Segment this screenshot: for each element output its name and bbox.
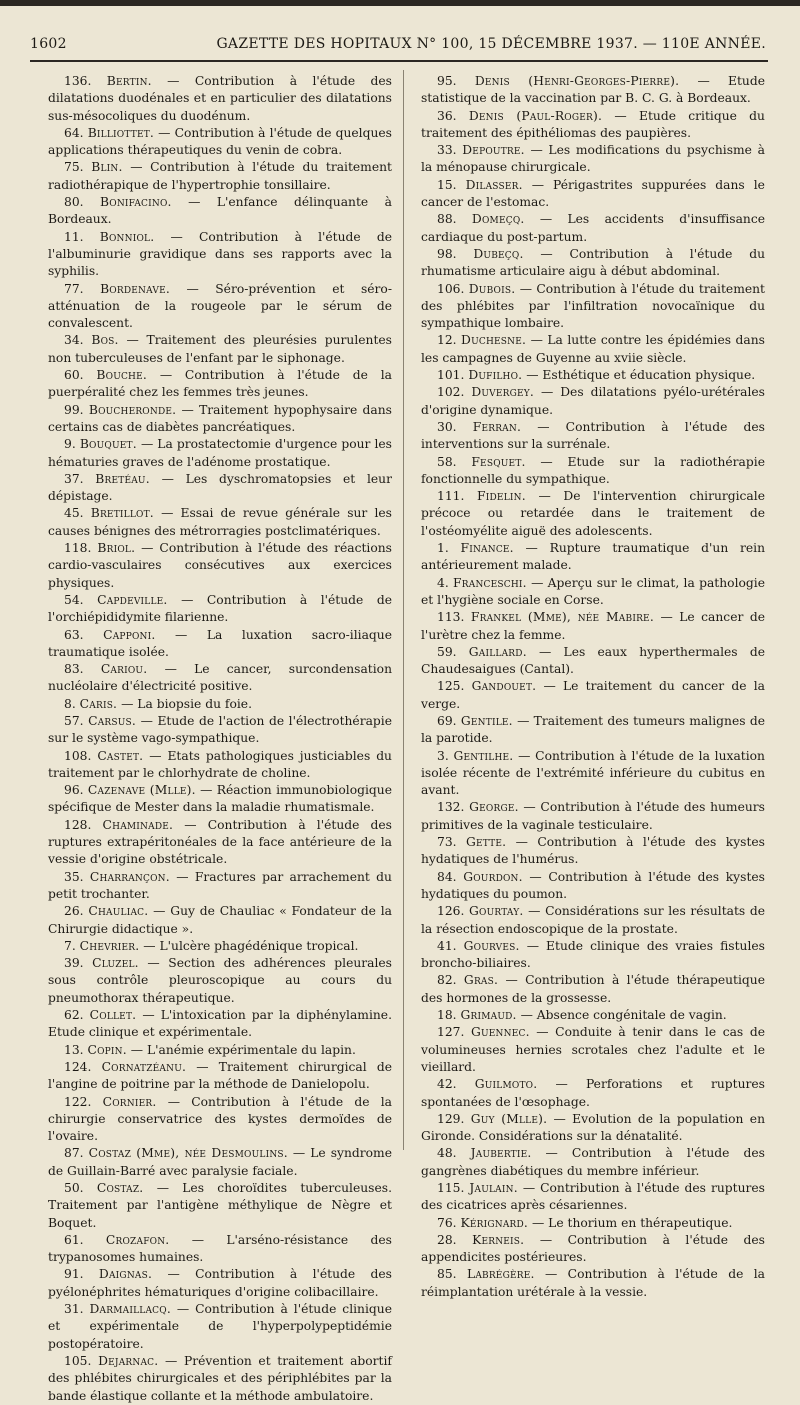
entry-title: — Contribution à l'étude de la réimplantation urétérale à la vessie. (421, 1267, 765, 1299)
thesis-entry (48, 782, 392, 817)
thesis-entry (421, 938, 765, 973)
entry-author: Dubois. (468, 281, 516, 296)
thesis-entry (48, 1145, 392, 1180)
entry-author: Dubeçq. (473, 246, 524, 261)
thesis-entry (48, 125, 392, 160)
thesis-entry (48, 1042, 392, 1059)
entry-author: Bretéau. (95, 471, 150, 486)
entry-title: — Prévention et traitement abortif des phlébites chirurgicales et des périphlébites par la bande élastique collante et la méthode ambulatoire. (48, 1353, 392, 1403)
thesis-entry (48, 281, 392, 333)
entry-title: — L'ulcère phagédénique tropical. (143, 938, 359, 953)
thesis-entry (421, 108, 765, 143)
entry-author: Dejarnac. (98, 1353, 159, 1368)
entry-number: 95. (437, 74, 457, 88)
entry-number: 11. (64, 229, 84, 244)
thesis-entry (421, 644, 765, 679)
thesis-entry (48, 903, 392, 938)
entry-number: 26. (64, 904, 84, 919)
entry-title: — Contribution à l'étude de l'orchiépididymite filarienne. (48, 592, 392, 625)
thesis-entry (421, 834, 765, 869)
page-number: 1602 (30, 36, 67, 52)
entry-title: — Etude de l'action de l'électrothérapie sur le système vago-sympathique. (48, 713, 392, 746)
entry-author: Collet. (89, 1008, 137, 1023)
thesis-entry (421, 73, 765, 108)
entry-author: Kerneis. (472, 1232, 525, 1247)
entry-number: 33. (437, 143, 457, 158)
entry-author: Gourtay. (469, 904, 524, 919)
entry-author: Cornier. (102, 1094, 157, 1109)
entry-title: — L'enfance délinquante à Bordeaux. (48, 195, 392, 227)
thesis-entry (421, 142, 765, 177)
entry-number: 83. (64, 662, 84, 677)
thesis-entry (48, 696, 392, 713)
entry-title: — Fractures par arrachement du petit trochanter. (48, 869, 392, 901)
thesis-entry (48, 1180, 392, 1232)
entry-author: Gourdon. (463, 869, 523, 884)
thesis-entry (48, 367, 392, 402)
entry-title: — De l'intervention chirurgicale précoce ou retardée dans le traitement de l'ostéomyélite aiguë des adolescents. (421, 489, 765, 538)
entry-number: 80. (64, 195, 84, 210)
entry-number: 30. (437, 419, 457, 434)
thesis-entry (48, 1232, 392, 1267)
entry-author: Costaz (Mme), née Desmoulins. (88, 1146, 288, 1161)
entry-title: — Séro-prévention et séro-atténuation de la rougeole par le sérum de convalescent. (48, 281, 392, 331)
entry-number: 76. (437, 1215, 457, 1230)
entry-author: Fidelin. (477, 489, 526, 504)
entry-number: 128. (64, 817, 92, 832)
thesis-entry (421, 281, 765, 333)
thesis-entry (48, 1059, 392, 1094)
entry-title: — Contribution à l'étude des ruptures extrapéritonéales de la face antérieure de la vessie d'origine obstétricale. (48, 817, 392, 867)
entry-number: 61. (64, 1232, 84, 1247)
entry-author: Charrançon. (89, 869, 170, 884)
entry-number: 75. (64, 160, 84, 175)
entry-title: — Evolution de la population en Gironde. Considérations sur la dénatalité. (421, 1111, 765, 1144)
right-column (421, 73, 765, 1301)
entry-number: 35. (64, 869, 84, 884)
thesis-entry (421, 609, 765, 644)
entry-author: Finance. (460, 541, 514, 556)
entry-number: 132. (437, 800, 465, 815)
entry-author: Guilmoto. (474, 1077, 538, 1092)
thesis-entry (48, 627, 392, 662)
entry-title: — Contribution à l'étude des kystes hydatiques du poumon. (421, 869, 765, 901)
thesis-entry (421, 1111, 765, 1146)
thesis-entry (421, 332, 765, 367)
thesis-entry (48, 1094, 392, 1146)
entry-number: 77. (64, 281, 84, 296)
entry-title: — Le cancer de l'urètre chez la femme. (421, 610, 765, 642)
entry-title: — Etude statistique de la vaccination par B. C. G. à Bordeaux. (421, 74, 765, 106)
thesis-entry (421, 748, 765, 800)
thesis-entry (421, 211, 765, 246)
thesis-entry (421, 246, 765, 281)
thesis-entry (48, 194, 392, 229)
thesis-entry (421, 454, 765, 489)
entry-author: Bos. (91, 333, 119, 348)
entry-author: Capdeville. (97, 592, 168, 607)
entry-number: 59. (437, 644, 457, 659)
entry-number: 73. (437, 835, 457, 850)
entry-author: Duvergey. (471, 385, 535, 400)
entry-title: — Contribution à l'étude des humeurs primitives de la vaginale testiculaire. (421, 800, 765, 832)
entry-title: — Perforations et ruptures spontanées de l'œsophage. (421, 1077, 765, 1109)
entry-number: 3. (437, 748, 449, 763)
entry-author: Dilasser. (465, 177, 523, 192)
thesis-entry (48, 1007, 392, 1042)
entry-number: 63. (64, 627, 84, 642)
entry-title: — La lutte contre les épidémies dans les campagnes de Guyenne au xviie siècle. (421, 333, 765, 365)
entry-number: 85. (437, 1267, 457, 1282)
thesis-entry (421, 972, 765, 1007)
thesis-entry (48, 73, 392, 125)
entry-title: — Esthétique et éducation physique. (526, 368, 756, 383)
entry-title: — Guy de Chauliac « Fondateur de la Chirurgie didactique ». (48, 904, 392, 936)
entry-title: — Contribution à l'étude clinique et expérimentale de l'hyperpolypeptidémie postopératoire. (48, 1302, 392, 1351)
thesis-entry (48, 229, 392, 281)
entry-title: — Contribution à l'étude des réactions cardio-vasculaires consécutives aux exercices physiques. (48, 541, 392, 590)
entry-title: — Etude critique du traitement des épithéliomas des paupières. (421, 108, 765, 140)
entry-number: 57. (64, 713, 84, 728)
entry-author: Cornatzéanu. (101, 1059, 187, 1074)
entry-title: — Le cancer, surcondensation nucléolaire d'électricité positive. (48, 662, 392, 694)
entry-title: — Contribution à l'étude de l'albuminurie gravidique dans ses rapports avec la syphilis. (48, 229, 392, 279)
entry-title: — Les accidents d'insuffisance cardiaque du post-partum. (421, 212, 765, 244)
thesis-entry (421, 1145, 765, 1180)
top-border (0, 0, 800, 6)
entry-title: — Contribution à l'étude des appendicites postérieures. (421, 1232, 765, 1265)
thesis-entry (421, 488, 765, 540)
entry-author: Labrégère. (466, 1267, 535, 1282)
entry-number: 115. (437, 1181, 465, 1195)
entry-author: Chauliac. (88, 904, 149, 919)
entry-number: 122. (64, 1094, 92, 1109)
entry-number: 126. (437, 904, 465, 919)
entry-title: — Traitement des pleurésies purulentes non tuberculeuses de l'enfant par le siphonage. (48, 333, 392, 365)
thesis-entry (421, 1024, 765, 1076)
running-title: GAZETTE DES HOPITAUX N° 100, 15 DÉCEMBRE 1937. — 110E ANNÉE. (216, 36, 766, 52)
entry-author: Caris. (79, 696, 118, 711)
thesis-entry (421, 713, 765, 748)
entry-author: Bordenave. (100, 281, 170, 296)
thesis-entry (48, 540, 392, 592)
entry-author: Guennec. (470, 1025, 530, 1040)
entry-number: 60. (64, 368, 84, 383)
thesis-entry (48, 713, 392, 748)
entry-number: 39. (64, 956, 84, 971)
entry-number: 12. (437, 333, 457, 348)
entry-title: — Etude sur la radiothérapie fonctionnelle du sympathique. (421, 454, 765, 486)
entry-author: Billiottet. (87, 125, 155, 140)
entry-author: Kérignard. (460, 1215, 529, 1230)
thesis-entry (421, 1215, 765, 1232)
thesis-entry (48, 938, 392, 955)
entry-number: 82. (437, 973, 457, 988)
entry-author: Gentilhe. (453, 748, 514, 763)
entry-number: 15. (437, 177, 457, 192)
entry-author: Denis (Henri-Georges-Pierre). (474, 74, 680, 88)
entry-title: — Les dyschromatopsies et leur dépistage. (48, 471, 392, 504)
entry-number: 13. (64, 1042, 84, 1057)
entry-author: Daignas. (98, 1267, 153, 1282)
entry-title: — Les modifications du psychisme à la ménopause chirurgicale. (421, 143, 765, 175)
entry-title: — Contribution à l'étude de la puerpéralité chez les femmes très jeunes. (48, 368, 392, 400)
entry-author: George. (469, 800, 519, 815)
entry-author: Gentile. (460, 713, 513, 728)
entry-author: Cariou. (100, 662, 148, 677)
page-header (30, 36, 766, 58)
entry-author: Bonniol. (99, 229, 155, 244)
thesis-entry (48, 592, 392, 627)
entry-author: Gandouet. (471, 679, 537, 694)
entry-title: — Les choroïdites tuberculeuses. Traitement par l'antigène méthylique de Nègre et Boquet. (48, 1181, 392, 1230)
entry-author: Dufilho. (468, 368, 523, 383)
entry-title: — Contribution à l'étude des ruptures des cicatrices après césariennes. (421, 1181, 765, 1213)
entry-author: Denis (Paul-Roger). (468, 108, 603, 123)
entry-number: 136. (64, 74, 92, 88)
entry-author: Jaulain. (469, 1181, 518, 1195)
entry-number: 42. (437, 1077, 457, 1092)
entry-title: — Contribution à l'étude de la luxation isolée récente de l'extrémité inférieure du cubitus en avant. (421, 748, 765, 798)
entry-author: Carsus. (88, 713, 137, 728)
thesis-entry (421, 869, 765, 904)
thesis-entry (421, 575, 765, 610)
entry-number: 28. (437, 1232, 457, 1247)
entry-number: 9. (64, 437, 76, 452)
entry-number: 64. (64, 125, 84, 140)
entry-number: 4. (437, 575, 449, 590)
entry-title: — Contribution à l'étude de quelques applications thérapeutiques du venin de cobra. (48, 125, 392, 158)
entry-author: Frankel (Mme), née Mabire. (470, 610, 654, 625)
header-rule (30, 60, 768, 62)
entry-number: 101. (437, 368, 465, 383)
entry-author: Cluzel. (92, 956, 139, 971)
entry-title: — Le syndrome de Guillain-Barré avec paralysie faciale. (48, 1146, 392, 1178)
entry-number: 36. (437, 108, 457, 123)
entry-title: — Contribution à l'étude des interventions sur la surrénale. (421, 419, 765, 452)
entry-author: Castet. (97, 748, 144, 763)
thesis-entry (48, 1301, 392, 1353)
entry-author: Bouche. (96, 368, 147, 383)
entry-author: Costaz. (96, 1181, 144, 1195)
entry-number: 54. (64, 592, 84, 607)
thesis-entry (421, 1266, 765, 1301)
thesis-entry (48, 869, 392, 904)
entry-title: — Réaction immunobiologique spécifique de Mester dans la maladie rhumatismale. (48, 783, 392, 815)
entry-title: — Contribution à l'étude de la chirurgie conservatrice des kystes dermoïdes de l'ovaire. (48, 1094, 392, 1144)
entry-number: 98. (437, 246, 457, 261)
entry-number: 88. (437, 212, 457, 227)
entry-number: 58. (437, 454, 457, 469)
entry-title: — Traitement chirurgical de l'angine de poitrine par la méthode de Danielopolu. (48, 1059, 392, 1092)
entry-number: 113. (437, 610, 465, 625)
entry-title: — Etude clinique des vraies fistules broncho-biliaires. (421, 938, 765, 971)
entry-author: Chevrier. (79, 938, 140, 953)
entry-title: — Conduite à tenir dans le cas de volumineuses hernies scrotales chez l'adulte et le vieillard. (421, 1025, 765, 1074)
thesis-entry (421, 367, 765, 384)
entry-title: — Contribution à l'étude thérapeutique des hormones de la grossesse. (421, 973, 765, 1005)
entry-author: Franceschi. (453, 575, 527, 590)
entry-author: Bonifacino. (100, 195, 172, 210)
entry-number: 129. (437, 1111, 465, 1126)
entry-title: — Traitement des tumeurs malignes de la parotide. (421, 713, 765, 746)
entry-author: Crozafon. (105, 1232, 170, 1247)
entry-author: Bertin. (106, 74, 152, 88)
entry-author: Copin. (87, 1042, 127, 1057)
thesis-entry (421, 419, 765, 454)
entry-number: 34. (64, 333, 84, 348)
entry-number: 96. (64, 783, 84, 798)
entry-title: — La luxation sacro-iliaque traumatique isolée. (48, 627, 392, 659)
entry-author: Gette. (465, 835, 507, 850)
entry-number: 41. (437, 938, 457, 953)
thesis-entry (421, 799, 765, 834)
entry-title: — Contribution à l'étude des kystes hydatiques de l'humérus. (421, 835, 765, 867)
entry-number: 111. (437, 489, 465, 504)
entry-author: Gras. (463, 973, 499, 988)
thesis-entry (421, 384, 765, 419)
entry-author: Jaubertie. (470, 1146, 532, 1161)
entry-author: Ferran. (472, 419, 522, 434)
entry-title: — Section des adhérences pleurales sous contrôle pleuroscopique au cours du pneumothorax thérapeutique. (48, 956, 392, 1005)
entry-author: Gaillard. (468, 644, 527, 659)
entry-title: — Traitement hypophysaire dans certains cas de diabètes pancréatiques. (48, 402, 392, 434)
thesis-entry (421, 678, 765, 713)
entry-author: Bretillot. (90, 506, 154, 521)
entry-title: — Rupture traumatique d'un rein antérieurement malade. (421, 541, 765, 573)
entry-title: — Absence congénitale de vagin. (520, 1008, 727, 1023)
entry-number: 18. (437, 1008, 457, 1023)
thesis-entry (48, 436, 392, 471)
entry-author: Gourves. (463, 938, 520, 953)
thesis-entry (48, 1266, 392, 1301)
entry-author: Duchesne. (461, 333, 527, 348)
entry-number: 91. (64, 1267, 84, 1282)
entry-title: — Contribution à l'étude du traitement des phlébites par l'infiltration novocaïnique du sympathique lombaire. (421, 281, 765, 331)
entry-author: Fesquet. (471, 454, 526, 469)
entry-title: — Contribution à l'étude des dilatations duodénales et en particulier des dilatations sus-mésocoliques du duodénum. (48, 74, 392, 123)
entry-title: — L'anémie expérimentale du lapin. (130, 1042, 356, 1057)
entry-number: 106. (437, 281, 465, 296)
entry-number: 1. (437, 541, 449, 556)
entry-number: 7. (64, 938, 76, 953)
column-divider (403, 70, 404, 1150)
entry-number: 45. (64, 506, 84, 521)
entry-author: Domeçq. (471, 212, 525, 227)
entry-title: — Contribution à l'étude des gangrènes diabétiques du membre inférieur. (421, 1146, 765, 1178)
entry-title: — Le traitement du cancer de la verge. (421, 679, 765, 711)
thesis-entry (421, 177, 765, 212)
entry-number: 50. (64, 1181, 84, 1195)
entry-number: 8. (64, 696, 76, 711)
thesis-entry (421, 1232, 765, 1267)
entry-author: Capponi. (103, 627, 156, 642)
entry-author: Blin. (91, 160, 123, 175)
thesis-entry (48, 332, 392, 367)
entry-title: — Des dilatations pyélo-urétérales d'origine dynamique. (421, 385, 765, 417)
thesis-entry (421, 903, 765, 938)
entry-title: — Considérations sur les résultats de la résection endoscopique de la prostate. (421, 904, 765, 936)
thesis-entry (48, 159, 392, 194)
entry-title: — Essai de revue générale sur les causes bénignes des métrorragies postclimatériques. (48, 506, 392, 538)
entry-author: Darmaillacq. (89, 1302, 171, 1317)
entry-number: 118. (64, 541, 92, 556)
entry-number: 87. (64, 1146, 84, 1161)
entry-title: — Contribution à l'étude du rhumatisme articulaire aigu à début abdominal. (421, 246, 765, 279)
thesis-entry (421, 1007, 765, 1024)
thesis-entry (48, 1353, 392, 1405)
entry-title: — Etats pathologiques justiciables du traitement par le chlorhydrate de choline. (48, 748, 392, 780)
thesis-entry (48, 402, 392, 437)
entry-number: 62. (64, 1008, 84, 1023)
entry-author: Boucheronde. (88, 402, 177, 417)
entry-number: 99. (64, 402, 84, 417)
entry-number: 108. (64, 748, 92, 763)
entry-title: — L'intoxication par la diphénylamine. Etude clinique et expérimentale. (48, 1008, 392, 1040)
entry-title: — La biopsie du foie. (121, 696, 252, 711)
entry-author: Depoutre. (462, 143, 525, 158)
thesis-entry (48, 505, 392, 540)
thesis-entry (48, 471, 392, 506)
entry-title: — Périgastrites suppurées dans le cancer de l'estomac. (421, 177, 765, 210)
entry-number: 105. (64, 1353, 92, 1368)
entry-author: Briol. (97, 541, 136, 556)
entry-title: — L'arséno-résistance des trypanosomes humaines. (48, 1232, 392, 1265)
thesis-entry (421, 1076, 765, 1111)
entry-number: 124. (64, 1059, 92, 1074)
left-column (48, 73, 392, 1405)
thesis-entry (48, 748, 392, 783)
thesis-entry (48, 817, 392, 869)
entry-number: 31. (64, 1302, 84, 1317)
entry-title: — Aperçu sur le climat, la pathologie et l'hygiène sociale en Corse. (421, 575, 765, 607)
thesis-entry (48, 661, 392, 696)
entry-number: 69. (437, 713, 457, 728)
entry-author: Cazenave (Mlle). (87, 783, 196, 798)
entry-number: 102. (437, 385, 465, 400)
thesis-entry (421, 1180, 765, 1215)
thesis-entry (421, 540, 765, 575)
entry-title: — Le thorium en thérapeutique. (531, 1215, 733, 1230)
entry-title: — Contribution à l'étude des pyélonéphrites hématuriques d'origine colibacillaire. (48, 1267, 392, 1299)
entry-number: 127. (437, 1025, 465, 1040)
thesis-entry (48, 955, 392, 1007)
entry-number: 84. (437, 869, 457, 884)
entry-author: Chaminade. (102, 817, 174, 832)
entry-author: Grimaud. (460, 1008, 517, 1023)
entry-number: 37. (64, 471, 84, 486)
entry-title: — La prostatectomie d'urgence pour les hématuries graves de l'adénome prostatique. (48, 437, 392, 469)
entry-number: 125. (437, 679, 465, 694)
entry-author: Guy (Mlle). (470, 1111, 548, 1126)
entry-number: 48. (437, 1146, 457, 1161)
entry-title: — Contribution à l'étude du traitement radiothérapique de l'hypertrophie tonsillaire. (48, 160, 392, 192)
entry-author: Bouquet. (79, 437, 137, 452)
entry-title: — Les eaux hyperthermales de Chaudesaigues (Cantal). (421, 644, 765, 677)
